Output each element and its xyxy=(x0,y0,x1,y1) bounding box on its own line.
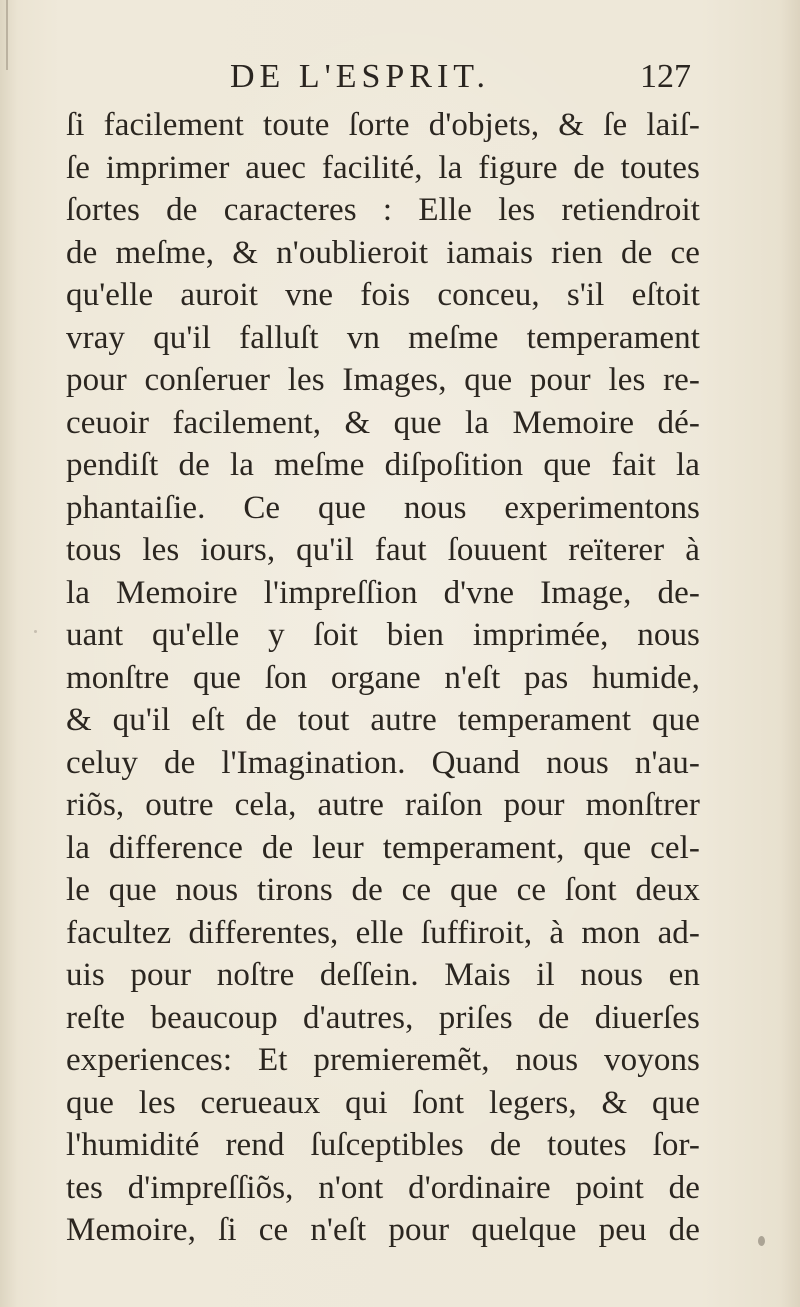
text-line: vray qu'il falluſt vn meſme temperament xyxy=(66,319,700,356)
text-line: experiences: Et premieremẽt, nous voyons xyxy=(66,1042,700,1078)
text-line: la difference de leur temperament, que cel- xyxy=(66,829,700,866)
text-line: que les cerueaux qui ſont legers, & que xyxy=(66,1084,700,1121)
text-line: pour conſeruer les Images, que pour les re- xyxy=(66,362,700,398)
text-line: monſtre que ſon organe n'eſt pas humide, xyxy=(66,659,700,696)
text-line: de meſme, & n'oublieroit iamais rien de ce xyxy=(66,234,700,271)
text-line: l'humidité rend ſuſceptibles de toutes ſor- xyxy=(66,1127,700,1163)
body-text xyxy=(66,104,700,1252)
text-line: ſortes de caracteres : Elle les retiendroit xyxy=(66,192,700,228)
text-line: uis pour noſtre deſſein. Mais il nous en xyxy=(66,957,700,993)
page-header xyxy=(0,58,800,98)
text-line: phantaiſie. Ce que nous experimentons xyxy=(66,489,700,526)
text-line: facultez differentes, elle ſuffiroit, à mon ad- xyxy=(66,914,700,951)
running-head: DE L'ESPRIT. xyxy=(230,58,491,95)
text-line: tous les iours, qu'il faut ſouuent reïterer à xyxy=(66,532,700,568)
paper-speck xyxy=(690,200,692,202)
text-line: celuy de l'Imagination. Quand nous n'au- xyxy=(66,744,700,781)
text-line: ſe imprimer auec facilité, la figure de toutes xyxy=(66,149,700,186)
text-line: ſi facilement toute ſorte d'objets, & ſe laiſ- xyxy=(66,107,700,143)
paper-speck xyxy=(758,1236,765,1246)
text-line: riõs, outre cela, autre raiſon pour monſtrer xyxy=(66,787,700,823)
text-line: pendiſt de la meſme diſpoſition que fait la xyxy=(66,447,700,483)
text-line: reſte beaucoup d'autres, priſes de diuerſes xyxy=(66,999,700,1036)
text-line: & qu'il eſt de tout autre temperament que xyxy=(66,702,700,738)
text-line: tes d'impreſſiõs, n'ont d'ordinaire point de xyxy=(66,1169,700,1206)
text-line: la Memoire l'impreſſion d'vne Image, de- xyxy=(66,574,700,611)
page-number: 127 xyxy=(640,58,691,95)
text-line: uant qu'elle y ſoit bien imprimée, nous xyxy=(66,617,700,653)
text-line: Memoire, ſi ce n'eſt pour quelque peu de xyxy=(66,1212,700,1248)
paper-speck xyxy=(34,630,37,633)
text-line: le que nous tirons de ce que ce ſont deux xyxy=(66,872,700,908)
text-line: ceuoir facilement, & que la Memoire dé- xyxy=(66,404,700,441)
text-line: qu'elle auroit vne fois conceu, s'il eſtoit xyxy=(66,277,700,313)
